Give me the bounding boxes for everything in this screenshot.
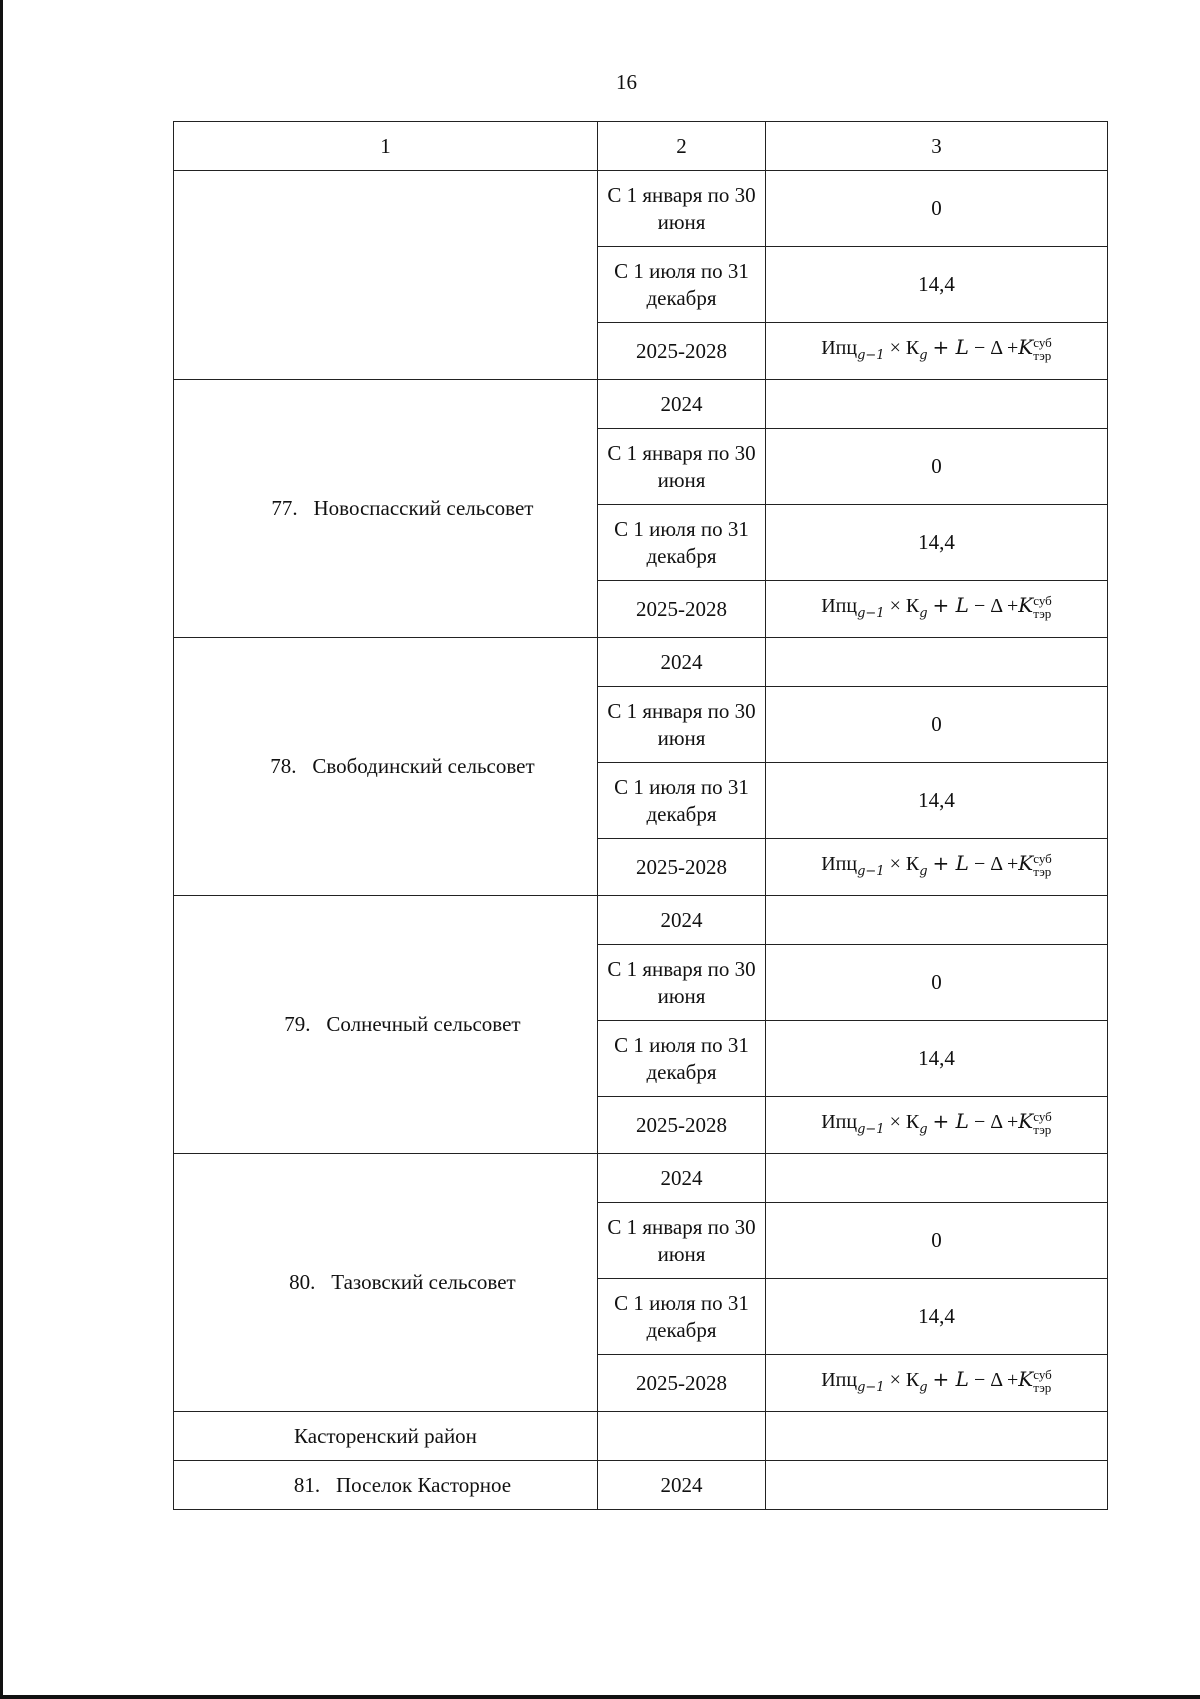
formula-k-ter: K: [1018, 1366, 1034, 1391]
formula-k-ter-indices: [1033, 1110, 1052, 1136]
entity-name-cell: [174, 1154, 598, 1412]
formula-ipc-sub: g−1: [857, 347, 885, 363]
header-row: [174, 122, 1108, 171]
range-cell: 2025-2028: [598, 323, 766, 380]
entity-name-cell: [174, 380, 598, 638]
table-row: [174, 638, 1108, 687]
period-cell: С 1 июля по 31 декабря: [598, 247, 766, 323]
formula-k-sub: g: [919, 863, 928, 879]
formula-ipc: Ипц: [821, 594, 858, 617]
table-row: [174, 1412, 1108, 1461]
formula-ipc: Ипц: [821, 1110, 858, 1133]
formula-cell: [766, 839, 1108, 896]
formula-ipc-sub: g−1: [857, 1379, 885, 1395]
name-cell-empty: [174, 171, 598, 380]
scan-edge-bottom: [0, 1695, 1200, 1699]
range-cell: 2025-2028: [598, 1097, 766, 1154]
page-number: 16: [616, 70, 637, 94]
formula-ipc: Ипц: [821, 852, 858, 875]
formula-k-ter-sup: суб: [1033, 1366, 1052, 1382]
formula-ipc-sub: g−1: [857, 1121, 885, 1137]
value-cell: 14,4: [766, 1021, 1108, 1097]
value-cell: 14,4: [766, 1279, 1108, 1355]
header-cell-1: 1: [174, 122, 598, 171]
district-year-cell-empty: [598, 1412, 766, 1461]
formula-plus: +: [1006, 852, 1019, 875]
entity-number: 78.: [270, 754, 297, 778]
range-cell: 2025-2028: [598, 839, 766, 896]
formula-ipc: Ипц: [821, 1368, 858, 1391]
entity-number: 81.: [293, 1472, 321, 1497]
formula-plus-l: + L: [932, 1108, 969, 1133]
year-cell: 2024: [598, 1154, 766, 1203]
formula-times: ×: [889, 594, 901, 617]
period-cell: С 1 июля по 31 декабря: [598, 1021, 766, 1097]
value-cell: 0: [766, 171, 1108, 247]
value-cell: 0: [766, 687, 1108, 763]
formula-k-ter-indices: [1033, 336, 1052, 362]
entity-number: 77.: [271, 496, 298, 520]
formula-k-ter-sup: суб: [1033, 334, 1052, 350]
formula-plus: +: [1006, 594, 1019, 617]
value-cell: 14,4: [766, 247, 1108, 323]
value-cell: 14,4: [766, 763, 1108, 839]
formula-cell: [766, 1097, 1108, 1154]
formula-k-ter-sub: тэр: [1033, 347, 1052, 363]
formula-minus-delta: − Δ: [973, 852, 1002, 875]
entity-name: Тазовский сельсовет: [331, 1270, 516, 1294]
formula-k-ter-indices: [1033, 852, 1052, 878]
formula-cell: [766, 581, 1108, 638]
table-row: [174, 1461, 1108, 1510]
period-cell: С 1 июля по 31 декабря: [598, 1279, 766, 1355]
value-cell: 0: [766, 945, 1108, 1021]
entity-name-cell: [174, 638, 598, 896]
formula-ipc: Ипц: [821, 336, 858, 359]
formula-k-ter-sub: тэр: [1033, 1121, 1052, 1137]
formula-k-ter-indices: [1033, 594, 1052, 620]
table-row: [174, 896, 1108, 945]
formula-k-sub: g: [919, 1121, 928, 1137]
entity-name: Свободинский сельсовет: [312, 754, 535, 778]
value-cell: 14,4: [766, 505, 1108, 581]
formula: [821, 1365, 1052, 1395]
formula-cell: [766, 323, 1108, 380]
value-cell: 0: [766, 429, 1108, 505]
formula-times: ×: [889, 1110, 901, 1133]
formula-cell: [766, 1355, 1108, 1412]
formula-minus-delta: − Δ: [973, 336, 1002, 359]
formula-k: К: [905, 1110, 920, 1133]
formula: [821, 333, 1052, 363]
formula-k-sub: g: [919, 605, 928, 621]
year-cell: 2024: [598, 638, 766, 687]
formula-k-ter: K: [1018, 592, 1034, 617]
period-cell: С 1 июля по 31 декабря: [598, 763, 766, 839]
district-name-cell: Касторенский район: [174, 1412, 598, 1461]
formula-minus-delta: − Δ: [973, 1368, 1002, 1391]
entity-name: Солнечный сельсовет: [326, 1012, 521, 1036]
period-cell: С 1 января по 30 июня: [598, 945, 766, 1021]
table-row: [174, 1154, 1108, 1203]
value-cell-empty: [766, 380, 1108, 429]
year-cell: 2024: [598, 1461, 766, 1510]
formula: [821, 591, 1052, 621]
entity-name: Поселок Касторное: [335, 1472, 512, 1497]
formula-k-sub: g: [919, 347, 928, 363]
formula-minus-delta: − Δ: [973, 594, 1002, 617]
entity-name-cell: [174, 896, 598, 1154]
formula-plus-l: + L: [932, 334, 969, 359]
header-cell-3: 3: [766, 122, 1108, 171]
formula-k-ter: K: [1018, 850, 1034, 875]
range-cell: 2025-2028: [598, 1355, 766, 1412]
year-cell: 2024: [598, 380, 766, 429]
period-cell: С 1 января по 30 июня: [598, 687, 766, 763]
formula-minus-delta: − Δ: [973, 1110, 1002, 1133]
formula-k: К: [905, 336, 920, 359]
formula-times: ×: [889, 336, 901, 359]
formula-k-ter-sup: суб: [1033, 592, 1052, 608]
entity-name-cell: [174, 1461, 598, 1510]
formula-ipc-sub: g−1: [857, 605, 885, 621]
header-cell-2: 2: [598, 122, 766, 171]
period-cell: С 1 января по 30 июня: [598, 171, 766, 247]
table-row: [174, 380, 1108, 429]
formula-k-ter-sub: тэр: [1033, 863, 1052, 879]
formula-times: ×: [889, 852, 901, 875]
year-cell: 2024: [598, 896, 766, 945]
formula: [821, 1107, 1052, 1137]
scan-edge-left: [0, 0, 3, 1699]
tariff-table: [173, 121, 1108, 1510]
formula-k-ter: K: [1018, 1108, 1034, 1133]
period-cell: С 1 января по 30 июня: [598, 429, 766, 505]
value-cell-empty: [766, 1154, 1108, 1203]
formula-k: К: [905, 594, 920, 617]
formula-k-ter-sup: суб: [1033, 850, 1052, 866]
formula-plus: +: [1006, 1368, 1019, 1391]
formula-k: К: [905, 852, 920, 875]
period-cell: С 1 июля по 31 декабря: [598, 505, 766, 581]
formula-k-ter: K: [1018, 334, 1034, 359]
formula-times: ×: [889, 1368, 901, 1391]
formula-plus: +: [1006, 336, 1019, 359]
formula-k-ter-sup: суб: [1033, 1108, 1052, 1124]
period-cell: С 1 января по 30 июня: [598, 1203, 766, 1279]
entity-name: Новоспасский сельсовет: [313, 496, 534, 520]
value-cell: 0: [766, 1203, 1108, 1279]
formula-plus-l: + L: [932, 850, 969, 875]
formula-k-sub: g: [919, 1379, 928, 1395]
formula-plus-l: + L: [932, 1366, 969, 1391]
district-value-cell-empty: [766, 1412, 1108, 1461]
formula-ipc-sub: g−1: [857, 863, 885, 879]
formula-plus-l: + L: [932, 592, 969, 617]
value-cell-empty: [766, 896, 1108, 945]
value-cell-empty: [766, 638, 1108, 687]
formula-plus: +: [1006, 1110, 1019, 1133]
entity-number: 80.: [289, 1270, 316, 1294]
formula: [821, 849, 1052, 879]
table-row: [174, 171, 1108, 247]
formula-k-ter-sub: тэр: [1033, 605, 1052, 621]
formula-k-ter-indices: [1033, 1368, 1052, 1394]
value-cell-empty: [766, 1461, 1108, 1510]
formula-k: К: [905, 1368, 920, 1391]
entity-number: 79.: [284, 1012, 311, 1036]
range-cell: 2025-2028: [598, 581, 766, 638]
formula-k-ter-sub: тэр: [1033, 1379, 1052, 1395]
